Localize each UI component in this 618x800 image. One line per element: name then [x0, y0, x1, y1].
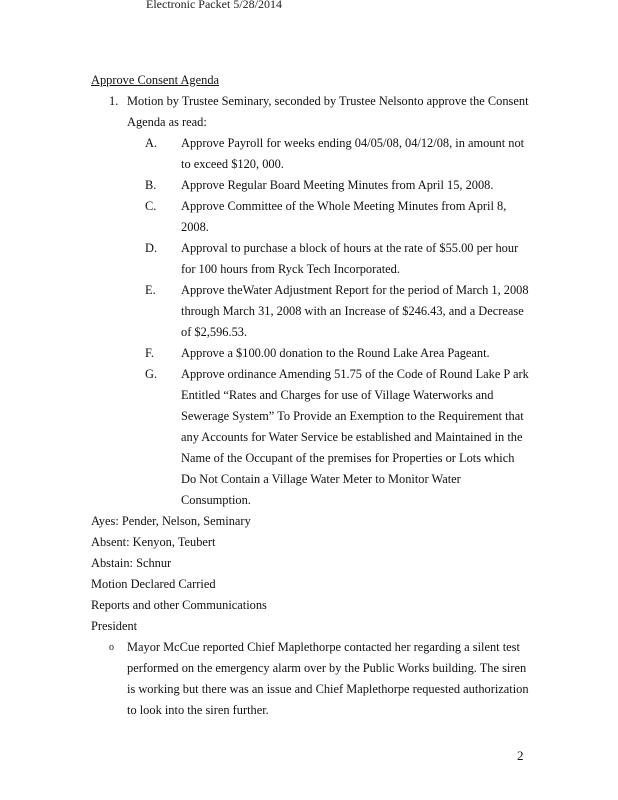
bullet-icon: o [109, 642, 114, 653]
item-text: Approve Regular Board Meeting Minutes from April 15, 2008. [181, 178, 494, 192]
list-item [145, 280, 531, 343]
ayes-line: Ayes: Pender, Nelson, Seminary [91, 514, 251, 528]
motion-number: 1. [109, 94, 119, 108]
item-text: Approve ordinance Amending 51.75 of the Code of Round Lake P ark Entitled “Rates and Charges for use of Village Waterworks and Sewerage System” To Provide an Exemption to the Requirement that any Accounts for Water Service be established and Maintained in the Name of the Occupant of the premises for Properties or Lots which Do Not Contain a Village Water Meter to Monitor Water Consumption. [181, 367, 529, 507]
item-text: Approve Payroll for weeks ending 04/05/08, 04/12/08, in amount not to exceed $120, 000. [181, 136, 525, 171]
item-letter: D. [145, 241, 158, 255]
president-report-list [109, 637, 531, 721]
motion-paragraph [91, 91, 531, 133]
page-header: Electronic Packet 5/28/2014 [146, 0, 282, 11]
list-item [145, 343, 531, 364]
consent-items-list [145, 133, 531, 511]
item-text: Approval to purchase a block of hours at the rate of $55.00 per hour for 100 hours from Ryck Tech Incorporated. [181, 241, 519, 276]
absent-line: Absent: Kenyon, Teubert [91, 535, 216, 549]
list-item [109, 637, 531, 721]
item-text: Approve theWater Adjustment Report for the period of March 1, 2008 through March 31, 2008 with an Increase of $246.43, and a Decrease of $2,596.53. [181, 283, 529, 339]
item-letter: E. [145, 283, 156, 297]
section-heading: Approve Consent Agenda [91, 73, 220, 87]
president-heading: President [91, 619, 138, 633]
reports-heading: Reports and other Communications [91, 598, 267, 612]
list-item [145, 196, 531, 238]
item-letter: A. [145, 136, 158, 150]
minutes-content [91, 70, 531, 721]
list-item [145, 364, 531, 511]
motion-text: Motion by Trustee Seminary, seconded by Trustee Nelsonto approve the Consent Agenda as read: [127, 94, 529, 129]
item-text: Approve a $100.00 donation to the Round Lake Area Pageant. [181, 346, 490, 360]
list-item [145, 175, 531, 196]
item-letter: C. [145, 199, 157, 213]
item-text: Approve Committee of the Whole Meeting Minutes from April 8, 2008. [181, 199, 507, 234]
list-item [145, 133, 531, 175]
abstain-line: Abstain: Schnur [91, 556, 172, 570]
motion-declared-line: Motion Declared Carried [91, 577, 216, 591]
list-item [145, 238, 531, 280]
item-letter: F. [145, 346, 154, 360]
page-number: 2 [517, 748, 524, 763]
item-letter: B. [145, 178, 157, 192]
bullet-text: Mayor McCue reported Chief Maplethorpe contacted her regarding a silent test performed on the emergency alarm over by the Public Works building. The siren is working but there was an issue and Chief Maplethorpe requested authorization to look into the siren further. [127, 640, 529, 717]
item-letter: G. [145, 367, 158, 381]
